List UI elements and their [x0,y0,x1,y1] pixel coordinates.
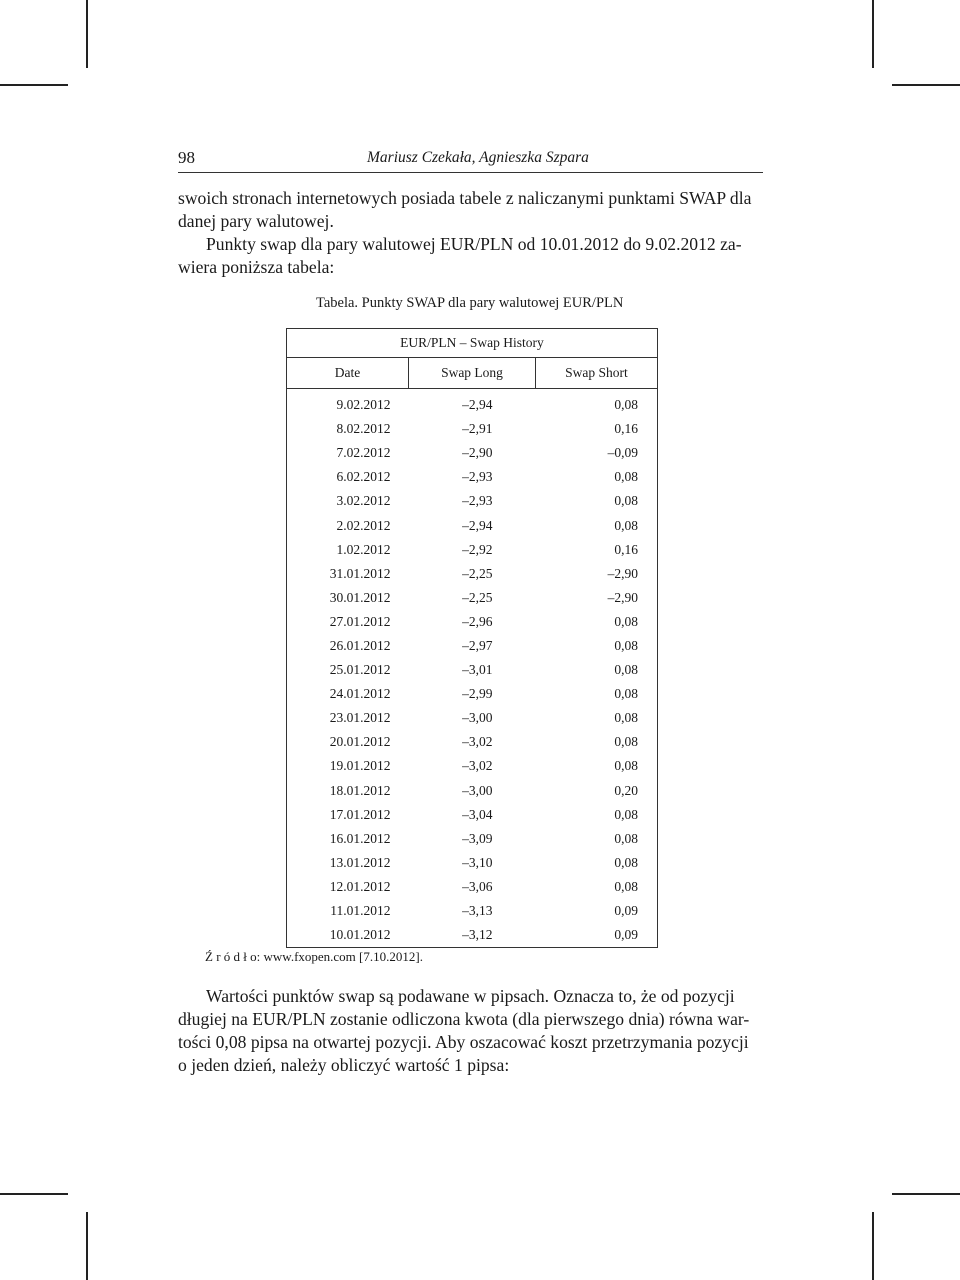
cell-date: 19.01.2012 [329,758,391,774]
cell-date: 12.01.2012 [329,878,391,894]
intro-line: wiera poniższa tabela: [178,257,335,277]
closing-paragraph [178,985,763,1077]
cell-date: 13.01.2012 [329,854,391,870]
cell-swap-long: –3,02 [462,758,493,774]
cell-swap-long: –2,94 [462,397,493,413]
table-row [287,658,658,682]
table-row [287,513,658,537]
cell-swap-long: –3,00 [462,710,493,726]
cell-swap-short: 0,08 [614,613,638,629]
cell-date: 9.02.2012 [336,397,391,413]
table-row [287,610,658,634]
cell-swap-long: –3,04 [462,806,493,822]
column-header-swap-short: Swap Short [536,358,658,389]
swap-history-table [286,328,658,948]
intro-line: Punkty swap dla pary walutowej EUR/PLN od 10.01.2012 do 9.02.2012 za- [206,234,742,254]
cell-date: 11.01.2012 [330,903,391,919]
closing-line: Wartości punktów swap są podawane w pipsach. Oznacza to, że od pozycji [206,986,735,1006]
cell-swap-long: –3,06 [462,878,493,894]
cell-swap-long: –2,91 [462,421,493,437]
cell-swap-long: –3,13 [462,903,493,919]
intro-paragraph [178,187,763,279]
table-row [287,538,658,562]
cell-swap-long: –2,94 [462,517,493,533]
intro-line: swoich stronach internetowych posiada tabele z naliczanymi punktami SWAP dla [178,188,752,208]
table-row [287,417,658,441]
table-title: EUR/PLN – Swap History [287,329,658,358]
column-header-date: Date [287,358,409,389]
table-row [287,489,658,513]
table-body [287,389,658,948]
table-row [287,875,658,899]
cell-swap-long: –3,01 [462,662,493,678]
table-row [287,562,658,586]
cell-swap-long: –2,93 [462,469,493,485]
table-row [287,465,658,489]
table-row [287,923,658,948]
cell-date: 6.02.2012 [336,469,391,485]
cell-swap-short: 0,09 [614,903,638,919]
crop-mark-bottom-left [86,1212,88,1280]
table-row [287,441,658,465]
table-row [287,682,658,706]
cell-date: 16.01.2012 [329,830,391,846]
closing-line: długiej na EUR/PLN zostanie odliczona kwota (dla pierwszego dnia) równa war- [178,1009,750,1029]
cell-swap-long: –2,93 [462,493,493,509]
cell-swap-short: 0,08 [614,686,638,702]
cell-date: 7.02.2012 [336,445,391,461]
table-row [287,634,658,658]
cell-date: 27.01.2012 [329,613,391,629]
cell-swap-short: 0,08 [614,854,638,870]
cell-date: 31.01.2012 [329,565,391,581]
cell-swap-short: 0,08 [614,710,638,726]
table-row [287,899,658,923]
cell-swap-long: –2,90 [462,445,493,461]
cell-swap-long: –3,02 [462,734,493,750]
cell-swap-short: 0,08 [614,734,638,750]
crop-mark-top-left [86,0,88,68]
cell-date: 10.01.2012 [329,927,391,943]
cell-swap-short: 0,08 [614,493,638,509]
cell-swap-long: –3,09 [462,830,493,846]
table-row [287,803,658,827]
cell-swap-short: 0,08 [614,830,638,846]
cell-swap-long: –2,25 [462,589,493,605]
cell-date: 17.01.2012 [329,806,391,822]
cell-swap-long: –2,96 [462,613,493,629]
table-row [287,827,658,851]
closing-line: o jeden dzień, należy obliczyć wartość 1 pipsa: [178,1055,510,1075]
header-rule [178,172,763,173]
cell-date: 3.02.2012 [336,493,391,509]
crop-mark-bottom-left-horizontal [0,1193,68,1195]
closing-line: tości 0,08 pipsa na otwartej pozycji. Aby oszacować koszt przetrzymania pozycji [178,1032,749,1052]
cell-swap-short: 0,08 [614,878,638,894]
cell-swap-short: 0,08 [614,662,638,678]
table-row [287,851,658,875]
cell-date: 18.01.2012 [329,782,391,798]
crop-mark-top-left-horizontal [0,84,68,86]
table-source: Ź r ó d ł o: www.fxopen.com [7.10.2012]. [205,949,423,964]
cell-swap-long: –2,99 [462,686,493,702]
cell-swap-short: 0,09 [614,927,638,943]
page-number: 98 [178,148,195,167]
cell-swap-short: 0,16 [614,421,638,437]
table-row [287,389,658,418]
cell-date: 30.01.2012 [329,589,391,605]
cell-swap-short: 0,08 [614,517,638,533]
table-row [287,779,658,803]
crop-mark-top-right-horizontal [892,84,960,86]
cell-swap-short: 0,20 [614,782,638,798]
cell-swap-long: –2,25 [462,565,493,581]
table-caption: Tabela. Punkty SWAP dla pary walutowej EUR/PLN [316,295,624,311]
cell-date: 25.01.2012 [329,662,391,678]
cell-swap-long: –2,92 [462,541,493,557]
cell-swap-short: –0,09 [607,445,638,461]
cell-swap-short: –2,90 [607,589,638,605]
cell-date: 24.01.2012 [329,686,391,702]
cell-swap-short: 0,08 [614,469,638,485]
cell-swap-short: 0,08 [614,758,638,774]
crop-mark-bottom-right-horizontal [892,1193,960,1195]
table-row [287,730,658,754]
cell-date: 26.01.2012 [329,637,391,653]
cell-date: 20.01.2012 [329,734,391,750]
cell-date: 8.02.2012 [336,421,391,437]
cell-date: 1.02.2012 [336,541,391,557]
cell-swap-short: 0,08 [614,806,638,822]
running-head-authors: Mariusz Czekała, Agnieszka Szpara [367,149,589,166]
cell-swap-short: 0,08 [614,397,638,413]
cell-swap-long: –3,12 [462,927,493,943]
table-row [287,586,658,610]
cell-swap-long: –3,10 [462,854,493,870]
cell-swap-long: –3,00 [462,782,493,798]
crop-mark-bottom-right [872,1212,874,1280]
cell-swap-short: 0,08 [614,637,638,653]
table-row [287,706,658,730]
cell-swap-long: –2,97 [462,637,493,653]
cell-date: 2.02.2012 [336,517,391,533]
cell-swap-short: 0,16 [614,541,638,557]
table-row [287,754,658,778]
cell-swap-short: –2,90 [607,565,638,581]
crop-mark-top-right [872,0,874,68]
column-header-swap-long: Swap Long [409,358,536,389]
intro-line: danej pary walutowej. [178,211,334,231]
cell-date: 23.01.2012 [329,710,391,726]
